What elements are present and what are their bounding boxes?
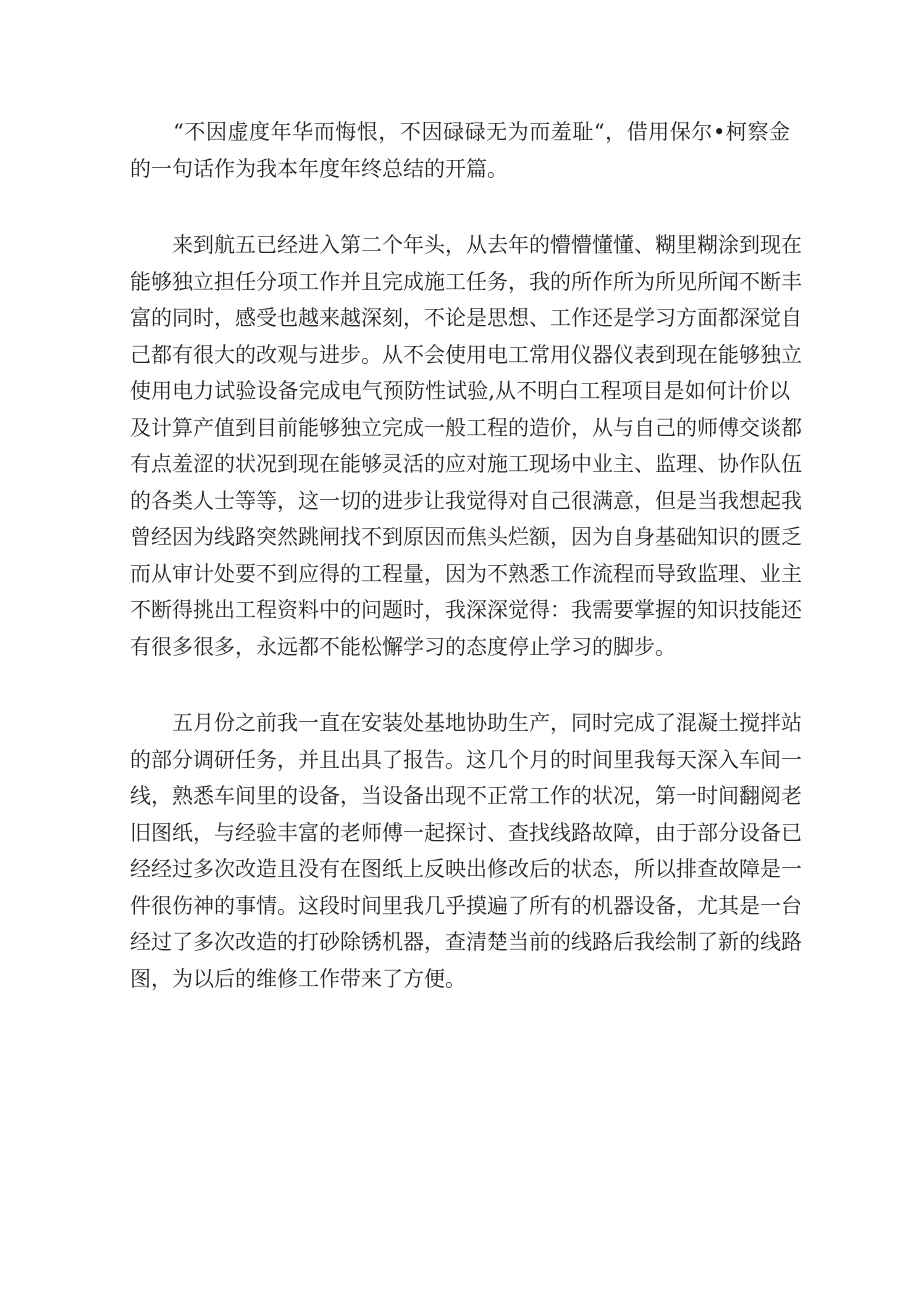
text-line: 图，为以后的维修工作带来了方便。 bbox=[130, 966, 466, 991]
text-line: 及计算产值到目前能够独立完成一般工程的造价，从与自己的师傅交谈都 bbox=[130, 415, 802, 440]
paragraph-intro-quote bbox=[130, 114, 790, 187]
text-line: 件很伤神的事情。这段时间里我几乎摸遍了所有的机器设备，尤其是一台 bbox=[130, 893, 802, 918]
text-line: 使用电力试验设备完成电气预防性试验,从不明白工程项目是如何计价以 bbox=[130, 379, 790, 403]
text-line: 经过了多次改造的打砂除锈机器，查清楚当前的线路后我绘制了新的线路 bbox=[130, 930, 802, 954]
text-line: 的一句话作为我本年度年终总结的开篇。 bbox=[130, 156, 508, 181]
text-line: 经经过多次改造且没有在图纸上反映出修改后的状态，所以排查故障是一 bbox=[130, 857, 802, 881]
text-line: 不断得挑出工程资料中的问题时，我深深觉得：我需要掌握的知识技能还 bbox=[130, 598, 802, 622]
text-line: “不因虚度年华而悔恨，不因碌碌无为而羞耻“，借用保尔•柯察金 bbox=[130, 120, 790, 144]
text-line: 五月份之前我一直在安装处基地协助生产，同时完成了混凝土搅拌站 bbox=[130, 711, 802, 735]
paragraph-may-work bbox=[130, 705, 802, 997]
text-line: 的部分调研任务，并且出具了报告。这几个月的时间里我每天深入车间一 bbox=[130, 747, 802, 772]
paragraph-progress bbox=[130, 227, 802, 665]
text-line: 的各类人士等等，这一切的进步让我觉得对自己很满意，但是当我想起我 bbox=[130, 488, 802, 513]
text-line: 己都有很大的改观与进步。从不会使用电工常用仪器仪表到现在能够独立 bbox=[130, 342, 802, 367]
text-line: 有点羞涩的状况到现在能够灵活的应对施工现场中业主、监理、协作队伍 bbox=[130, 452, 802, 476]
text-line: 线，熟悉车间里的设备，当设备出现不正常工作的状况，第一时间翻阅老 bbox=[130, 784, 802, 808]
text-line: 旧图纸，与经验丰富的老师傅一起探讨、查找线路故障，由于部分设备已 bbox=[130, 820, 802, 845]
text-line: 富的同时，感受也越来越深刻，不论是思想、工作还是学习方面都深觉自 bbox=[130, 306, 802, 330]
text-line: 而从审计处要不到应得的工程量，因为不熟悉工作流程而导致监理、业主 bbox=[130, 561, 802, 586]
text-line: 曾经因为线路突然跳闸找不到原因而焦头烂额，因为自身基础知识的匮乏 bbox=[130, 525, 802, 549]
text-line: 能够独立担任分项工作并且完成施工任务，我的所作所为所见所闻不断丰 bbox=[130, 269, 802, 294]
text-line: 有很多很多，永远都不能松懈学习的态度停止学习的脚步。 bbox=[130, 634, 676, 659]
text-line: 来到航五已经进入第二个年头，从去年的懵懵懂懂、糊里糊涂到现在 bbox=[130, 233, 802, 257]
